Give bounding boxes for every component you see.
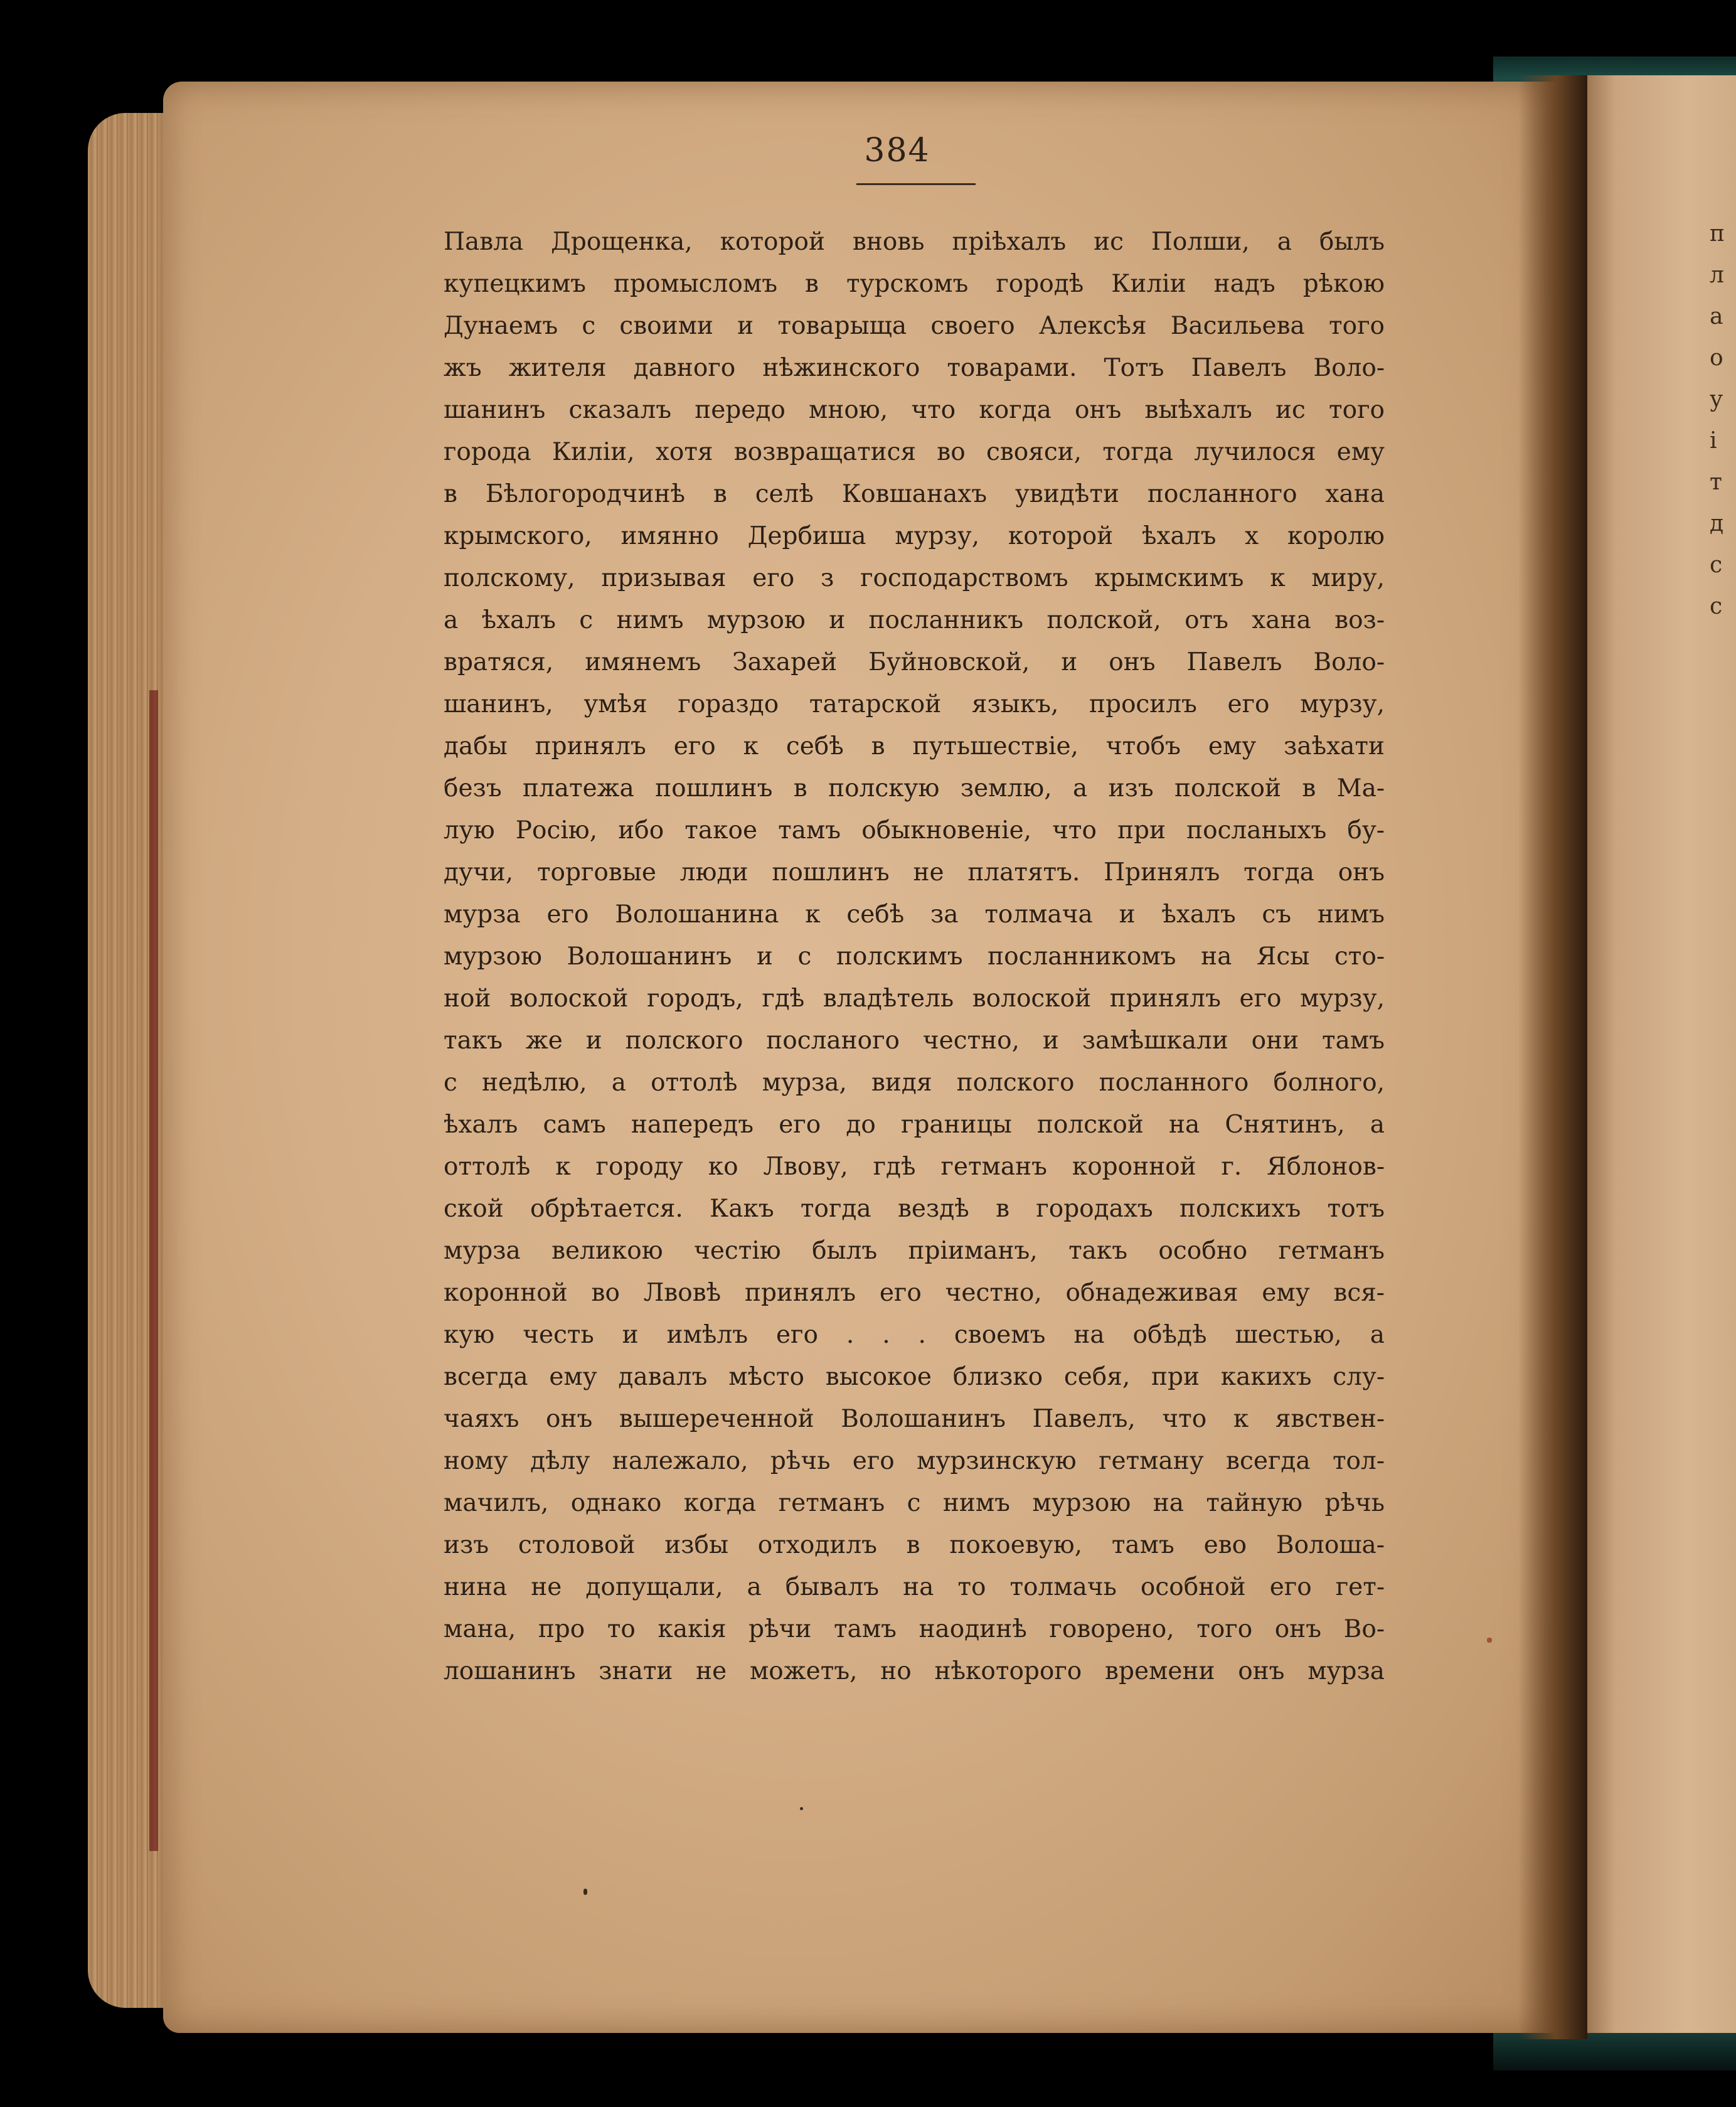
text-line: купецкимъ промысломъ в турскомъ городѣ Киліи надъ рѣкою bbox=[444, 270, 1385, 298]
facing-page-letter: д bbox=[1710, 511, 1724, 536]
body-text bbox=[444, 221, 1385, 1692]
text-line: с недѣлю, а оттолѣ мурза, видя полского посланного болного, bbox=[444, 1069, 1385, 1097]
facing-page-letter: с bbox=[1710, 594, 1723, 619]
page-number-rule bbox=[856, 183, 976, 185]
text-line: мурза его Волошанина к себѣ за толмача и ѣхалъ съ нимъ bbox=[444, 900, 1385, 929]
facing-page-letter: л bbox=[1710, 262, 1724, 288]
facing-page-letters bbox=[1710, 213, 1735, 627]
text-line: мана, про то какія рѣчи тамъ наодинѣ говорено, того онъ Во- bbox=[444, 1615, 1385, 1643]
paper-speck bbox=[800, 1807, 803, 1810]
text-line: в Бѣлогородчинѣ в селѣ Ковшанахъ увидѣти посланного хана bbox=[444, 480, 1385, 508]
text-line: шанинъ сказалъ передо мною, что когда онъ выѣхалъ ис того bbox=[444, 396, 1385, 424]
text-line: чаяхъ онъ вышереченной Волошанинъ Павелъ, что к явствен- bbox=[444, 1405, 1385, 1433]
facing-page-letter: у bbox=[1710, 387, 1723, 412]
text-line: дабы принялъ его к себѣ в путьшествіе, чтобъ ему заѣхати bbox=[444, 732, 1385, 760]
text-line: ѣхалъ самъ напередъ его до границы полской на Снятинъ, а bbox=[444, 1111, 1385, 1139]
text-line: лошанинъ знати не можетъ, но нѣкоторого времени онъ мурза bbox=[444, 1657, 1385, 1685]
text-line: кую честь и имѣлъ его . . . своемъ на обѣдѣ шестью, а bbox=[444, 1321, 1385, 1349]
text-line: ной волоской городъ, гдѣ владѣтель волоской принялъ его мурзу, bbox=[444, 984, 1385, 1013]
text-line: безъ платежа пошлинъ в полскую землю, а изъ полской в Ма- bbox=[444, 774, 1385, 803]
text-line: Дунаемъ с своими и товарыща своего Алексѣя Васильева того bbox=[444, 312, 1385, 340]
text-line: вратяся, имянемъ Захарей Буйновской, и онъ Павелъ Воло- bbox=[444, 648, 1385, 676]
text-line: такъ же и полского посланого честно, и замѣшкали они тамъ bbox=[444, 1027, 1385, 1055]
gutter-shadow bbox=[1518, 75, 1587, 2039]
text-line: полскому, призывая его з господарствомъ крымскимъ к миру, bbox=[444, 564, 1385, 592]
text-line: мачилъ, однако когда гетманъ с нимъ мурзою на тайную рѣчь bbox=[444, 1489, 1385, 1517]
text-line: лую Росію, ибо такое тамъ обыкновеніе, что при посланыхъ бу- bbox=[444, 816, 1385, 845]
text-line: а ѣхалъ с нимъ мурзою и посланникъ полской, отъ хана воз- bbox=[444, 606, 1385, 634]
paper-speck bbox=[1487, 1638, 1492, 1643]
text-line: дучи, торговые люди пошлинъ не платятъ. Принялъ тогда онъ bbox=[444, 858, 1385, 887]
text-line: крымского, имянно Дербиша мурзу, которой ѣхалъ х королю bbox=[444, 522, 1385, 550]
paper-speck bbox=[583, 1889, 587, 1895]
facing-page-letter: т bbox=[1710, 469, 1722, 495]
text-line: мурзою Волошанинъ и с полскимъ посланникомъ на Ясы сто- bbox=[444, 942, 1385, 971]
text-line: ской обрѣтается. Какъ тогда вездѣ в городахъ полскихъ тотъ bbox=[444, 1195, 1385, 1223]
facing-page-letter: а bbox=[1710, 304, 1723, 329]
text-line: коронной во Лвовѣ принялъ его честно, обнадеживая ему вся- bbox=[444, 1279, 1385, 1307]
text-line: мурза великою честію былъ пріиманъ, такъ особно гетманъ bbox=[444, 1237, 1385, 1265]
text-line: города Киліи, хотя возвращатися во свояси, тогда лучилося ему bbox=[444, 438, 1385, 466]
text-line: жъ жителя давного нѣжинского товарами. Тотъ Павелъ Воло- bbox=[444, 354, 1385, 382]
text-line: всегда ему давалъ мѣсто высокое близко себя, при какихъ слу- bbox=[444, 1363, 1385, 1391]
red-spine-edge bbox=[149, 690, 158, 1851]
facing-page-letter: і bbox=[1710, 428, 1717, 454]
text-line: нина не допущали, а бывалъ на то толмачь особной его гет- bbox=[444, 1573, 1385, 1601]
facing-page-letter: п bbox=[1710, 221, 1725, 247]
text-line: Павла Дрощенка, которой вновь пріѣхалъ ис Полши, а былъ bbox=[444, 228, 1385, 256]
text-line: шанинъ, умѣя гораздо татарской языкъ, просилъ его мурзу, bbox=[444, 690, 1385, 718]
text-line: оттолѣ к городу ко Лвову, гдѣ гетманъ коронной г. Яблонов- bbox=[444, 1153, 1385, 1181]
facing-page-letter: с bbox=[1710, 552, 1723, 578]
text-line: ному дѣлу належало, рѣчь его мурзинскую гетману всегда тол- bbox=[444, 1447, 1385, 1475]
page-number: 384 bbox=[864, 132, 930, 169]
facing-page-letter: о bbox=[1710, 345, 1723, 371]
text-line: изъ столовой избы отходилъ в покоевую, тамъ ево Волоша- bbox=[444, 1531, 1385, 1559]
